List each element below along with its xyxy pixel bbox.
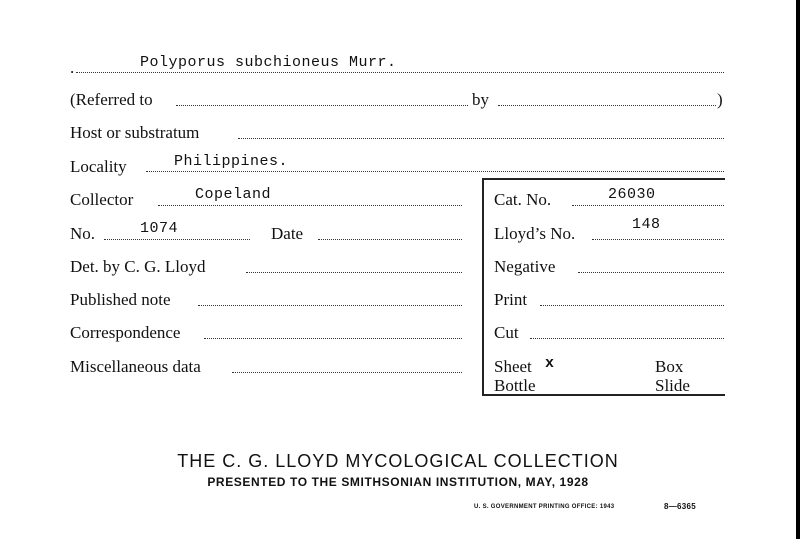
published-note-label: Published note bbox=[70, 290, 171, 309]
print-line bbox=[540, 305, 724, 306]
locality-label: Locality bbox=[70, 157, 127, 176]
cat-no-label: Cat. No. bbox=[494, 190, 552, 209]
form-number: 8—6365 bbox=[664, 502, 697, 511]
box-label: Box bbox=[655, 357, 684, 376]
slide-label: Slide bbox=[655, 376, 690, 395]
collector-line bbox=[158, 205, 462, 206]
bottle-label: Bottle bbox=[494, 376, 536, 395]
by-label: by bbox=[472, 90, 489, 109]
cat-no-line bbox=[572, 205, 724, 206]
no-label: No. bbox=[70, 224, 96, 243]
no-value: 1074 bbox=[140, 220, 179, 237]
by-line bbox=[498, 105, 716, 106]
species-line bbox=[76, 72, 724, 73]
misc-line bbox=[232, 372, 462, 373]
locality-line bbox=[146, 171, 724, 172]
sheet-label: Sheet bbox=[494, 357, 532, 376]
collector-label: Collector bbox=[70, 190, 134, 209]
correspondence-line bbox=[204, 338, 462, 339]
scan-edge bbox=[796, 0, 800, 539]
lloyds-no-label: Lloyd’s No. bbox=[494, 224, 576, 243]
collector-value: Copeland bbox=[195, 186, 272, 203]
negative-label: Negative bbox=[494, 257, 556, 276]
host-line bbox=[238, 138, 724, 139]
printer-imprint: U. S. GOVERNMENT PRINTING OFFICE: 1943 bbox=[474, 504, 615, 510]
date-label: Date bbox=[271, 224, 304, 243]
cut-line bbox=[530, 338, 724, 339]
host-label: Host or substratum bbox=[70, 123, 200, 142]
dot-mark: . bbox=[70, 58, 75, 77]
correspondence-label: Correspondence bbox=[70, 323, 181, 342]
referred-to-line bbox=[176, 105, 468, 106]
det-by-label: Det. by C. G. Lloyd bbox=[70, 257, 206, 276]
lloyds-no-line bbox=[592, 239, 724, 240]
sheet-mark: x bbox=[545, 355, 555, 372]
print-label: Print bbox=[494, 290, 528, 309]
lloyds-no-value: 148 bbox=[632, 216, 661, 233]
cut-label: Cut bbox=[494, 323, 519, 342]
species-name: Polyporus subchioneus Murr. bbox=[140, 54, 397, 71]
collection-title: THE C. G. LLOYD MYCOLOGICAL COLLECTION bbox=[177, 451, 619, 471]
no-line bbox=[104, 239, 250, 240]
box-left-border bbox=[482, 178, 484, 396]
date-line bbox=[318, 239, 462, 240]
locality-value: Philippines. bbox=[174, 153, 289, 170]
box-top-border bbox=[482, 178, 725, 180]
published-note-line bbox=[198, 305, 462, 306]
misc-label: Miscellaneous data bbox=[70, 357, 201, 376]
cat-no-value: 26030 bbox=[608, 186, 656, 203]
referred-to-label: (Referred to bbox=[70, 90, 153, 109]
negative-line bbox=[578, 272, 724, 273]
collection-subtitle: PRESENTED TO THE SMITHSONIAN INSTITUTION, MAY, 1928 bbox=[207, 475, 589, 489]
det-by-line bbox=[246, 272, 462, 273]
close-paren: ) bbox=[717, 90, 723, 109]
